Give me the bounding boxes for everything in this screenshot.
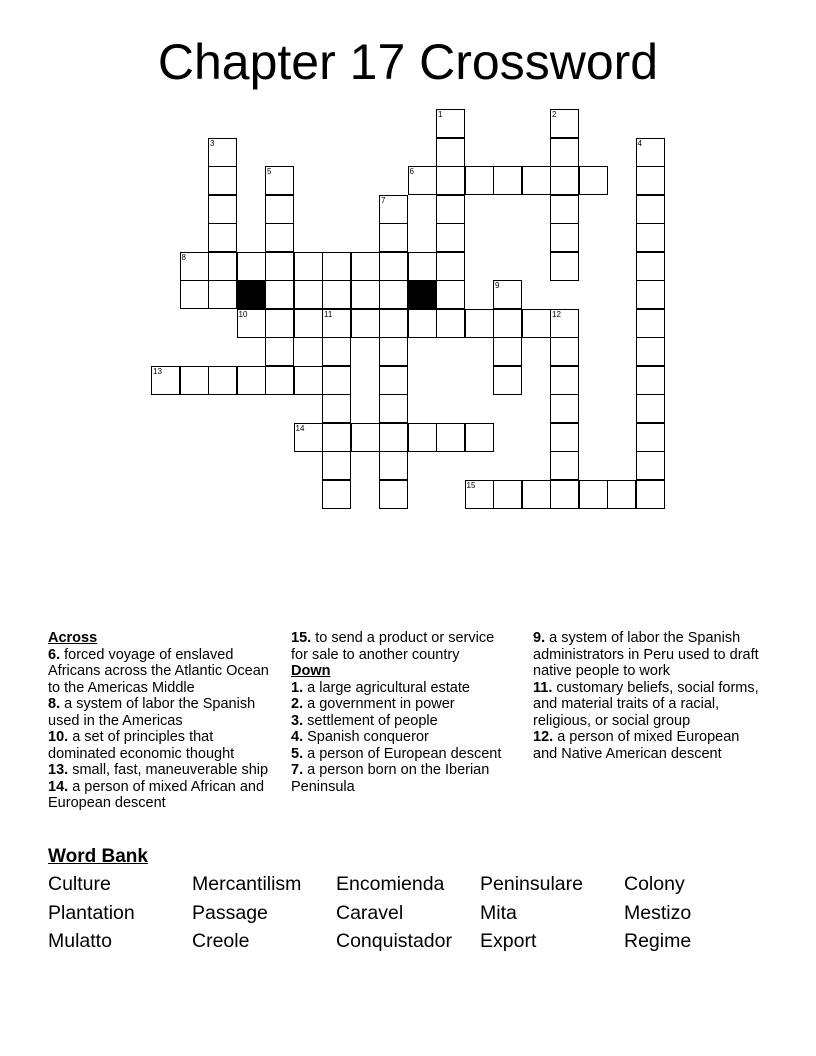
grid-cell[interactable] <box>180 280 209 309</box>
grid-cell[interactable] <box>550 394 579 423</box>
grid-cell[interactable] <box>379 309 408 338</box>
grid-cell[interactable] <box>636 394 665 423</box>
grid-cell[interactable] <box>465 166 494 195</box>
grid-cell[interactable] <box>208 223 237 252</box>
word-bank-item: Plantation <box>48 901 135 924</box>
clue-down <box>291 729 513 746</box>
grid-cell[interactable] <box>379 451 408 480</box>
grid-cell[interactable] <box>180 252 209 281</box>
grid-cell[interactable] <box>379 423 408 452</box>
clue-text: forced voyage of enslaved Africans across the Atlantic Ocean to the Americas Middle <box>48 646 269 696</box>
clue-number: 6. <box>48 646 61 663</box>
grid-cell[interactable] <box>465 480 494 509</box>
grid-cell[interactable] <box>493 280 522 309</box>
grid-cell[interactable] <box>237 252 266 281</box>
page-title: Chapter 17 Crossword <box>157 34 659 90</box>
grid-cell[interactable] <box>493 480 522 509</box>
black-square <box>237 280 266 309</box>
grid-cell[interactable] <box>322 366 351 395</box>
grid-cell[interactable] <box>265 366 294 395</box>
grid-cell[interactable] <box>636 451 665 480</box>
grid-cell[interactable] <box>493 337 522 366</box>
clue-down <box>291 746 513 763</box>
clue-number-label: 13 <box>153 366 162 376</box>
clue-number-label: 1 <box>438 110 443 119</box>
grid-cell[interactable] <box>636 309 665 338</box>
clue-text: small, fast, maneuverable ship <box>72 762 269 778</box>
grid-cell[interactable] <box>408 252 437 281</box>
grid-cell[interactable] <box>208 195 237 224</box>
clue-number-label: 7 <box>381 195 386 205</box>
word-bank-item: Conquistador <box>336 930 452 952</box>
grid-cell[interactable] <box>208 366 237 395</box>
grid-cell[interactable] <box>607 480 636 509</box>
grid-cell[interactable] <box>636 366 665 395</box>
grid-cell[interactable] <box>265 337 294 366</box>
clue-number-label: 4 <box>637 138 642 148</box>
clue-down <box>533 680 763 730</box>
grid-cell[interactable] <box>550 109 579 138</box>
grid-cell[interactable] <box>550 309 579 338</box>
grid-cell[interactable] <box>522 480 551 509</box>
grid-cell[interactable] <box>550 223 579 252</box>
grid-cell[interactable] <box>151 366 180 395</box>
grid-cell[interactable] <box>636 480 665 509</box>
grid-cell[interactable] <box>550 423 579 452</box>
word-bank-item: Encomienda <box>336 873 445 895</box>
grid-cell[interactable] <box>351 309 380 338</box>
grid-cell[interactable] <box>379 394 408 423</box>
clue-text: a system of labor the Spanish used in the Americas <box>48 696 256 729</box>
grid-cell[interactable] <box>208 138 237 167</box>
clue-number-label: 10 <box>238 309 248 319</box>
grid-cell[interactable] <box>208 252 237 281</box>
clue-number: 15. <box>291 630 312 646</box>
clue-down <box>291 762 513 795</box>
clue-text: a person born on the Iberian Peninsula <box>291 762 490 795</box>
clues-column-2 <box>291 630 513 795</box>
clue-number: 8. <box>48 696 61 712</box>
clue-across <box>48 729 270 762</box>
grid-cell[interactable] <box>436 423 465 452</box>
clue-across <box>291 630 513 663</box>
grid-cell[interactable] <box>208 280 237 309</box>
grid-cell[interactable] <box>465 309 494 338</box>
grid-cell[interactable] <box>636 252 665 281</box>
grid-cell[interactable] <box>408 166 437 195</box>
grid-cell[interactable] <box>351 423 380 452</box>
grid-cell[interactable] <box>294 423 323 452</box>
grid-cell[interactable] <box>379 280 408 309</box>
grid-cell[interactable] <box>322 394 351 423</box>
grid-cell[interactable] <box>493 166 522 195</box>
grid-cell[interactable] <box>294 252 323 281</box>
clue-number-label: 9 <box>495 281 500 290</box>
grid-cell[interactable] <box>322 252 351 281</box>
clue-text: a person of mixed African and European descent <box>48 778 265 811</box>
grid-cell[interactable] <box>436 195 465 224</box>
clue-number-label: 6 <box>409 167 414 176</box>
grid-cell[interactable] <box>436 223 465 252</box>
clue-text: a set of principles that dominated economic thought <box>48 729 235 762</box>
clue-number-label: 15 <box>466 480 476 490</box>
clue-text: a person of European descent <box>307 745 502 762</box>
grid-cell[interactable] <box>550 366 579 395</box>
grid-cell[interactable] <box>436 252 465 281</box>
word-bank-item: Regime <box>624 930 692 952</box>
grid-cell[interactable] <box>550 337 579 366</box>
grid-cell[interactable] <box>322 280 351 309</box>
grid-cell[interactable] <box>436 166 465 195</box>
grid-cell[interactable] <box>322 337 351 366</box>
clue-number-label: 11 <box>324 309 333 319</box>
clue-across <box>48 779 270 812</box>
word-bank-item: Mestizo <box>624 901 692 924</box>
grid-cell[interactable] <box>550 166 579 195</box>
grid-cell[interactable] <box>208 166 237 195</box>
grid-cell[interactable] <box>436 109 465 138</box>
clue-number: 3. <box>291 712 304 729</box>
grid-cell[interactable] <box>550 480 579 509</box>
across-heading: Across <box>48 630 98 646</box>
word-bank-item: Passage <box>192 901 268 924</box>
grid-cell[interactable] <box>379 252 408 281</box>
grid-cell[interactable] <box>294 366 323 395</box>
grid-cell[interactable] <box>351 252 380 281</box>
clues-column-1 <box>48 630 270 812</box>
grid-cell[interactable] <box>636 280 665 309</box>
grid-cell[interactable] <box>265 252 294 281</box>
clue-number-label: 14 <box>295 423 305 433</box>
clue-number: 5. <box>291 745 304 762</box>
grid-cell[interactable] <box>322 423 351 452</box>
grid-cell[interactable] <box>322 309 351 338</box>
grid-cell[interactable] <box>322 451 351 480</box>
grid-cell[interactable] <box>636 138 665 167</box>
clue-number-label: 12 <box>552 309 561 319</box>
clue-number-label: 3 <box>210 138 215 148</box>
word-bank-item: Mita <box>480 901 517 924</box>
grid-cell[interactable] <box>265 309 294 338</box>
word-bank-item: Peninsulare <box>480 873 583 895</box>
clue-number: 7. <box>291 762 304 778</box>
grid-cell[interactable] <box>237 309 266 338</box>
grid-cell[interactable] <box>408 423 437 452</box>
word-bank-item: Export <box>480 930 537 952</box>
grid-cell[interactable] <box>265 223 294 252</box>
grid-cell[interactable] <box>636 423 665 452</box>
clue-number-label: 2 <box>552 110 557 119</box>
word-bank-item: Mercantilism <box>192 873 302 895</box>
grid-cell[interactable] <box>493 366 522 395</box>
clue-across <box>48 647 270 697</box>
grid-cell[interactable] <box>379 337 408 366</box>
clue-down <box>533 729 763 762</box>
grid-cell[interactable] <box>379 195 408 224</box>
grid-cell[interactable] <box>550 138 579 167</box>
grid-cell[interactable] <box>265 280 294 309</box>
grid-cell[interactable] <box>579 480 608 509</box>
grid-cell[interactable] <box>294 309 323 338</box>
clue-down <box>533 630 763 680</box>
word-bank-item: Caravel <box>336 901 404 924</box>
grid-cell[interactable] <box>379 480 408 509</box>
clue-text: settlement of people <box>307 712 438 729</box>
word-bank-item: Creole <box>192 930 250 952</box>
grid-cell[interactable] <box>379 366 408 395</box>
grid-cell[interactable] <box>294 280 323 309</box>
clue-number: 9. <box>533 630 546 646</box>
word-bank-item: Culture <box>48 873 111 895</box>
clue-down <box>291 713 513 730</box>
clue-text: a system of labor the Spanish administrators in Peru used to draft native people to work <box>533 630 759 679</box>
grid-cell[interactable] <box>550 252 579 281</box>
clue-text: to send a product or service for sale to another country <box>291 630 495 663</box>
grid-cell[interactable] <box>436 309 465 338</box>
grid-cell[interactable] <box>237 366 266 395</box>
clue-number: 2. <box>291 696 304 712</box>
grid-cell[interactable] <box>408 309 437 338</box>
clue-number: 14. <box>48 778 69 795</box>
clue-number: 1. <box>291 679 304 696</box>
grid-cell[interactable] <box>265 166 294 195</box>
grid-cell[interactable] <box>379 223 408 252</box>
grid-cell[interactable] <box>436 138 465 167</box>
grid-cell[interactable] <box>636 195 665 224</box>
grid-cell[interactable] <box>493 309 522 338</box>
clue-text: a large agricultural estate <box>307 679 470 696</box>
grid-cell[interactable] <box>465 423 494 452</box>
clue-number: 10. <box>48 729 69 745</box>
grid-cell[interactable] <box>322 480 351 509</box>
clue-number: 11. <box>533 679 553 696</box>
clue-number: 12. <box>533 729 554 745</box>
grid-cell[interactable] <box>351 280 380 309</box>
grid-cell[interactable] <box>579 166 608 195</box>
grid-cell[interactable] <box>636 166 665 195</box>
grid-cell[interactable] <box>550 451 579 480</box>
word-bank-item: Colony <box>624 873 685 895</box>
clue-down <box>291 696 513 713</box>
grid-cell[interactable] <box>636 223 665 252</box>
grid-cell[interactable] <box>180 366 209 395</box>
clues-column-3 <box>533 630 763 762</box>
clue-across <box>48 696 270 729</box>
word-bank <box>48 873 768 959</box>
grid-cell[interactable] <box>436 280 465 309</box>
clue-number-label: 5 <box>267 167 272 176</box>
word-bank-heading: Word Bank <box>48 846 148 867</box>
grid-cell[interactable] <box>522 166 551 195</box>
down-heading: Down <box>291 663 331 679</box>
grid-cell[interactable] <box>265 195 294 224</box>
clue-text: a person of mixed European and Native American descent <box>533 729 740 762</box>
word-bank-item: Mulatto <box>48 930 112 952</box>
clue-down <box>291 680 513 697</box>
clue-across <box>48 762 270 779</box>
clue-text: Spanish conqueror <box>307 729 429 745</box>
grid-cell[interactable] <box>550 195 579 224</box>
clue-number-label: 8 <box>181 252 186 262</box>
clue-text: customary beliefs, social forms, and material traits of a racial, religious, or social group <box>533 679 759 729</box>
clue-text: a government in power <box>307 696 455 712</box>
black-square <box>408 280 437 309</box>
grid-cell[interactable] <box>522 309 551 338</box>
grid-cell[interactable] <box>636 337 665 366</box>
clue-number: 4. <box>291 729 304 745</box>
clue-number: 13. <box>48 762 69 778</box>
